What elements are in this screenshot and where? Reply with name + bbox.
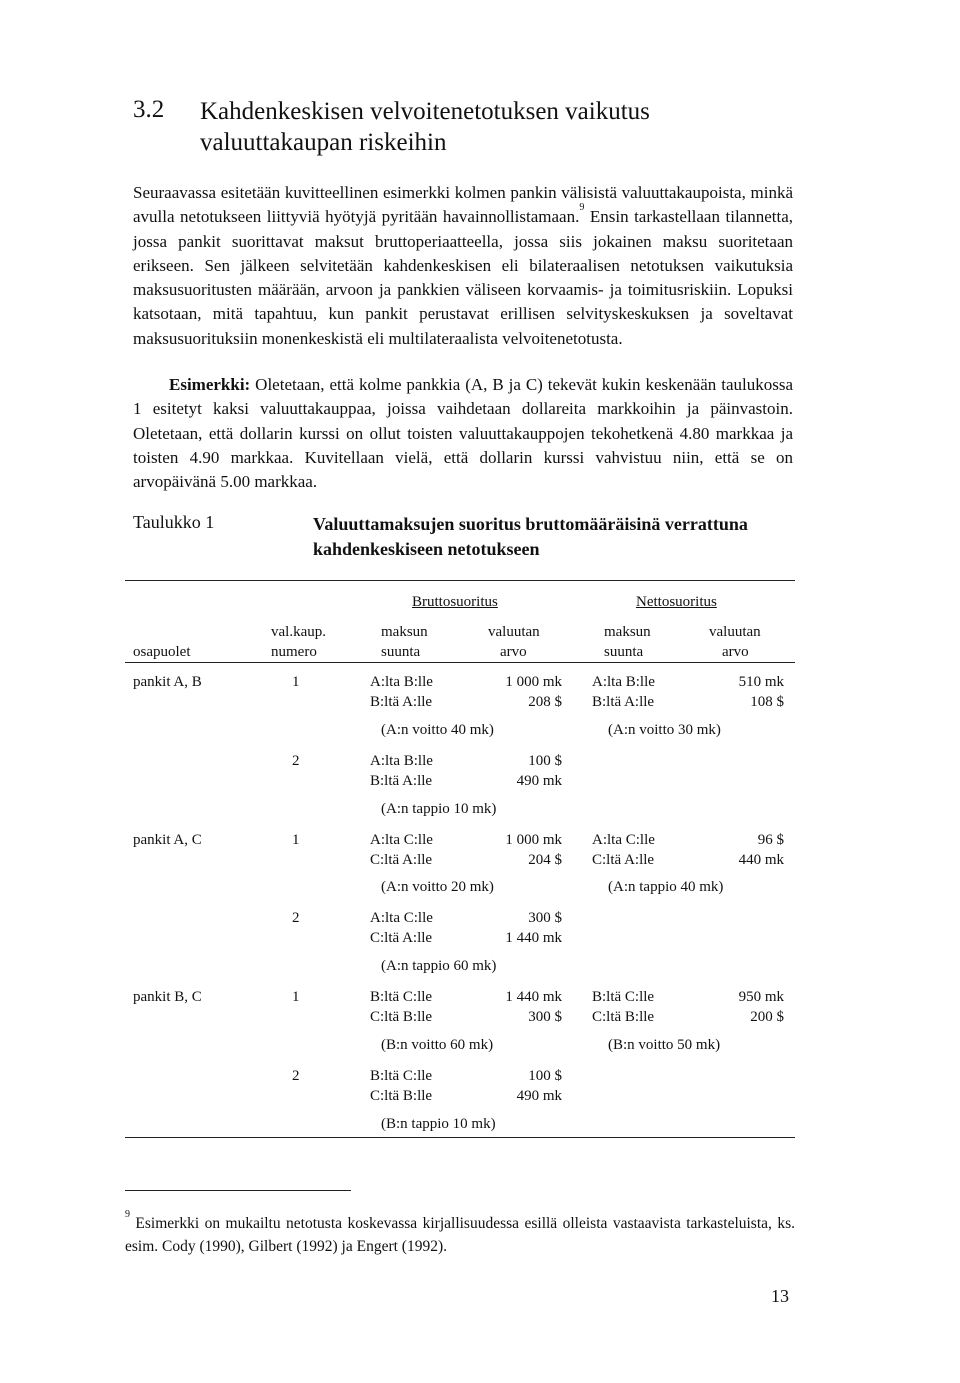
net-direction: B:ltä C:lle xyxy=(592,989,655,1005)
net-direction: B:ltä A:lle xyxy=(592,694,655,710)
net-value: 108 $ xyxy=(750,694,784,710)
net-group-header: Nettosuoritus xyxy=(636,594,717,610)
gross-result-note: (A:n tappio 60 mk) xyxy=(381,958,497,974)
gross-direction: A:lta C:lle xyxy=(370,910,433,926)
col-header-gross-dir-1: maksun xyxy=(381,624,428,640)
example-text: Oletetaan, että kolme pankkia (A, B ja C) tekevät kukin keskenään taulukossa 1 esitetyt kaksi valuuttakauppaa, joissa vaihdetaan dollareita markkoihin ja päinvastoin. Oletetaan, että dollarin kurssi on ollut toisten valuuttakauppojen tekohetkenä 4.80 markkaa ja toisten 4.90 markkaa. Kuvitellaan vielä, että dollarin kurssi vahvistuu niin, että se on arvopäivänä 5.00 markkaa. xyxy=(133,375,793,492)
gross-direction: B:ltä C:lle xyxy=(370,989,433,1005)
table-header-rule xyxy=(125,662,795,663)
party-label: pankit A, C xyxy=(133,832,202,848)
table-top-rule xyxy=(125,580,795,581)
net-value: 440 mk xyxy=(738,852,784,868)
net-value: 200 $ xyxy=(750,1009,784,1025)
gross-value: 100 $ xyxy=(528,1068,562,1084)
net-direction: A:lta C:lle xyxy=(592,832,655,848)
col-header-gross-val-2: arvo xyxy=(500,644,527,660)
page-number: 13 xyxy=(771,1286,789,1306)
col-header-gross-dir-2: suunta xyxy=(381,644,421,660)
col-header-party: osapuolet xyxy=(133,644,191,660)
gross-value: 100 $ xyxy=(528,753,562,769)
gross-direction: A:lta B:lle xyxy=(370,753,433,769)
net-value: 950 mk xyxy=(738,989,784,1005)
gross-result-note: (A:n voitto 40 mk) xyxy=(381,722,494,738)
party-label: pankit B, C xyxy=(133,989,202,1005)
net-result-note: (A:n voitto 30 mk) xyxy=(608,722,721,738)
gross-direction: C:ltä A:lle xyxy=(370,930,433,946)
gross-value: 1 440 mk xyxy=(505,989,562,1005)
trade-number: 2 xyxy=(292,910,300,926)
gross-result-note: (A:n voitto 20 mk) xyxy=(381,879,494,895)
party-label: pankit A, B xyxy=(133,674,202,690)
gross-value: 1 440 mk xyxy=(505,930,562,946)
intro-text-a: Seuraavassa esitetään kuvitteellinen esimerkki kolmen pankin välisistä valuuttakaupoista, minkä avulla netotukseen liittyviä hyötyjä pyritään havainnollistamaan. xyxy=(133,183,793,227)
gross-result-note: (A:n tappio 10 mk) xyxy=(381,801,497,817)
gross-direction: A:lta B:lle xyxy=(370,674,433,690)
gross-direction: A:lta C:lle xyxy=(370,832,433,848)
footnote xyxy=(125,1209,795,1258)
trade-number: 2 xyxy=(292,1068,300,1084)
gross-result-note: (B:n voitto 60 mk) xyxy=(381,1037,494,1053)
net-direction: C:ltä A:lle xyxy=(592,852,655,868)
col-header-net-val-2: arvo xyxy=(722,644,749,660)
gross-direction: C:ltä B:lle xyxy=(370,1088,433,1104)
trade-number: 2 xyxy=(292,753,300,769)
col-header-gross-val-1: valuutan xyxy=(488,624,540,640)
col-header-trade-1: val.kaup. xyxy=(271,624,326,640)
gross-value: 300 $ xyxy=(528,910,562,926)
section-number: 3.2 xyxy=(133,96,165,123)
example-lead: Esimerkki: xyxy=(169,375,251,394)
col-header-trade-2: numero xyxy=(271,644,317,660)
footnote-number: 9 xyxy=(125,1209,130,1220)
gross-direction: C:ltä B:lle xyxy=(370,1009,433,1025)
col-header-net-dir-1: maksun xyxy=(604,624,651,640)
gross-direction: B:ltä C:lle xyxy=(370,1068,433,1084)
footnote-reference: 9 xyxy=(579,202,585,214)
gross-value: 300 $ xyxy=(528,1009,562,1025)
footnote-separator xyxy=(125,1190,351,1191)
section-title: Kahdenkeskisen velvoitenetotuksen vaikutus valuuttakaupan riskeihin xyxy=(200,98,650,156)
net-direction: A:lta B:lle xyxy=(592,674,655,690)
gross-value: 490 mk xyxy=(516,1088,562,1104)
trade-number: 1 xyxy=(292,989,300,1005)
col-header-net-val-1: valuutan xyxy=(709,624,761,640)
gross-group-header: Bruttosuoritus xyxy=(412,594,498,610)
gross-value: 204 $ xyxy=(528,852,562,868)
example-paragraph xyxy=(133,373,793,494)
gross-value: 208 $ xyxy=(528,694,562,710)
gross-value: 1 000 mk xyxy=(505,674,562,690)
net-value: 96 $ xyxy=(757,832,784,848)
table-caption: Valuuttamaksujen suoritus bruttomääräisinä verrattuna kahdenkeskiseen netotukseen xyxy=(313,514,748,559)
table-label: Taulukko 1 xyxy=(133,512,215,532)
gross-value: 1 000 mk xyxy=(505,832,562,848)
gross-direction: B:ltä A:lle xyxy=(370,694,433,710)
gross-direction: B:ltä A:lle xyxy=(370,773,433,789)
col-header-net-dir-2: suunta xyxy=(604,644,644,660)
trade-number: 1 xyxy=(292,832,300,848)
gross-direction: C:ltä A:lle xyxy=(370,852,433,868)
intro-text-b: Ensin tarkastellaan tilannetta, jossa pankit suorittavat maksut bruttoperiaatteella, jossa siis jokainen maksu suoritetaan erikseen. Sen jälkeen selvitetään kahdenkeskisen eli bilateraalisen netotuksen vaikutuksia maksusuoritusten määrään, arvoon ja pankkien väliseen korvaamis- ja toimitusriskiin. Lopuksi katsotaan, mitä tapahtuu, kun pankit perustavat erillisen selvityskeskuksen ja soveltavat maksusuorituksiin monenkeskistä eli multilateraalista velvoitenetotusta. xyxy=(133,207,793,348)
net-result-note: (B:n voitto 50 mk) xyxy=(608,1037,721,1053)
gross-value: 490 mk xyxy=(516,773,562,789)
footnote-text: Esimerkki on mukailtu netotusta koskevassa kirjallisuudessa esillä olleista vastaavista tarkasteluista, ks. esim. Cody (1990), Gilbert (1992) ja Engert (1992). xyxy=(125,1215,795,1255)
intro-paragraph xyxy=(133,181,793,351)
net-direction: C:ltä B:lle xyxy=(592,1009,655,1025)
table-bottom-rule xyxy=(125,1137,795,1138)
net-result-note: (A:n tappio 40 mk) xyxy=(608,879,724,895)
gross-result-note: (B:n tappio 10 mk) xyxy=(381,1116,496,1132)
net-value: 510 mk xyxy=(738,674,784,690)
trade-number: 1 xyxy=(292,674,300,690)
